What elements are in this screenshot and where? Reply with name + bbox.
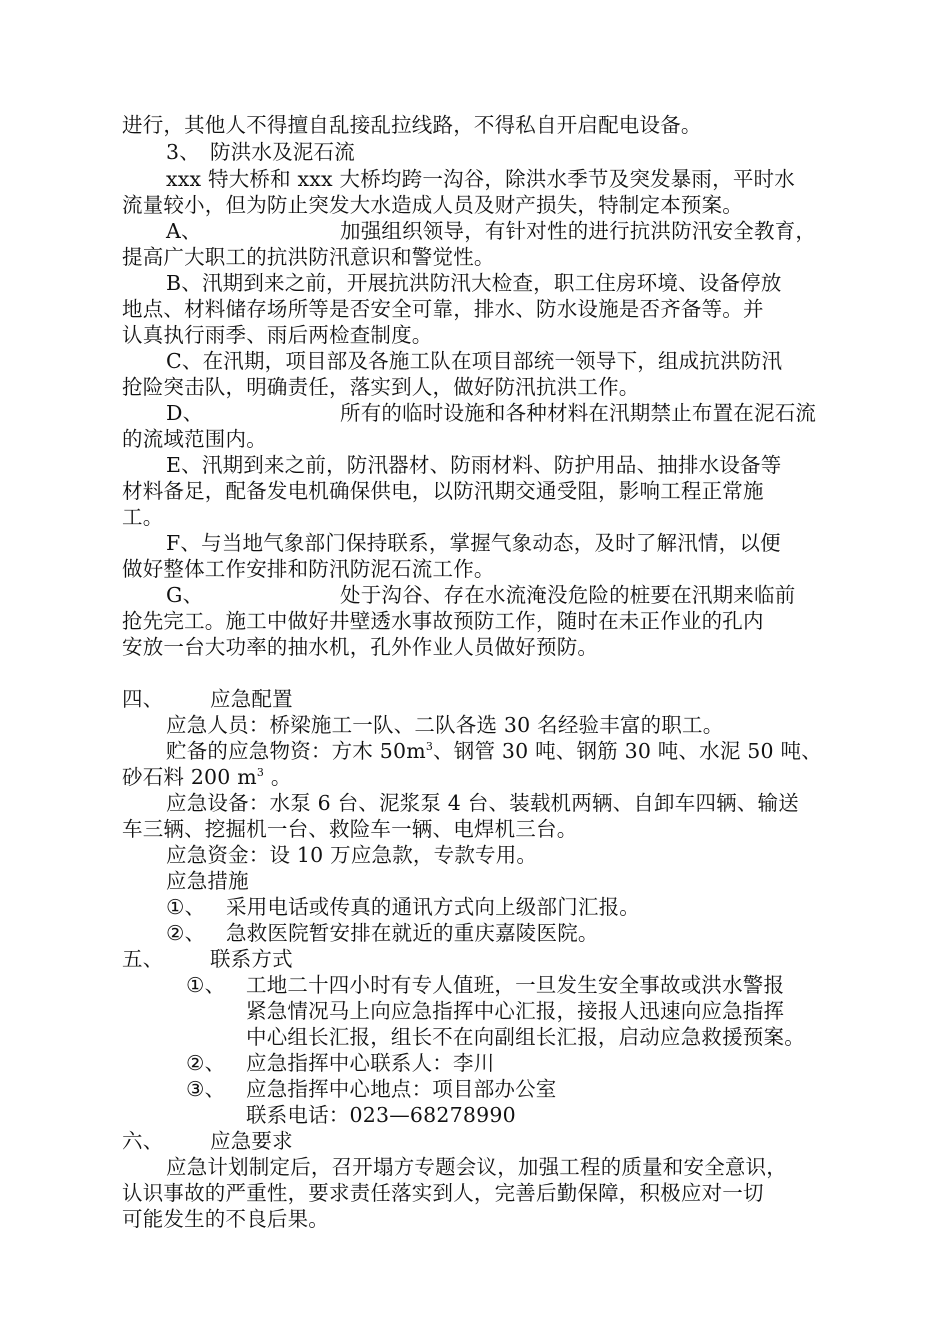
text-segment: 应急要求 (210, 1129, 293, 1153)
text-segment: 处于沟谷、存在水流淹没危险的桩要在汛期来临前 (340, 583, 796, 607)
text-segment: 安放一台大功率的抽水机，孔外作业人员做好预防。 (122, 635, 599, 659)
text-line (210, 139, 355, 165)
text-line (166, 452, 781, 478)
text-segment: 采用电话或传真的通讯方式向上级部门汇报。 (226, 895, 640, 919)
text-line (246, 1102, 516, 1128)
text-line (226, 920, 599, 946)
text-line (166, 1154, 787, 1180)
text-line (122, 244, 495, 270)
text-line (122, 426, 267, 452)
text-segment: 3、 (166, 140, 200, 164)
text-line (166, 139, 200, 165)
text-line (210, 1128, 293, 1154)
text-line (122, 608, 764, 634)
text-segment: ①、 (186, 973, 226, 997)
text-line (166, 712, 723, 738)
text-segment: 、钢管 30 吨、钢筋 30 吨、水泥 50 吨、 (433, 739, 822, 763)
text-line (122, 1206, 329, 1232)
text-segment: 认识事故的严重性，要求责任落实到人，完善后勤保障，积极应对一切 (122, 1181, 764, 1205)
text-segment: C、在汛期，项目部及各施工队在项目部统一领导下，组成抗洪防汛 (166, 349, 783, 373)
text-line (166, 270, 782, 296)
text-segment: 六、 (122, 1129, 164, 1153)
text-segment: 提高广大职工的抗洪防汛意识和警觉性。 (122, 245, 495, 269)
text-line (122, 112, 702, 138)
text-segment: 五、 (122, 947, 164, 971)
text-segment: 联系方式 (210, 947, 293, 971)
text-segment: 流量较小，但为防止突发大水造成人员及财产损失，特制定本预案。 (122, 193, 743, 217)
text-line (246, 998, 784, 1024)
text-segment: 所有的临时设施和各种材料在汛期禁止布置在泥石流 (340, 401, 817, 425)
text-line (210, 946, 293, 972)
text-line (186, 1076, 225, 1102)
text-line (166, 582, 203, 608)
text-line (166, 894, 205, 920)
text-segment: 应急计划制定后，召开塌方专题会议，加强工程的质量和安全意识， (166, 1155, 787, 1179)
text-line (122, 1180, 764, 1206)
text-segment: 砂石料 200 m (122, 765, 257, 789)
text-line (246, 1076, 557, 1102)
text-line (166, 790, 799, 816)
text-segment: ③、 (186, 1077, 226, 1101)
text-segment: 地点、材料储存场所等是否安全可靠，排水、防水设施是否齐备等。并 (122, 297, 764, 321)
text-segment: D、 (166, 401, 204, 425)
text-segment: 应急设备：水泵 6 台、泥浆泵 4 台、装载机两辆、自卸车四辆、输送 (166, 791, 799, 815)
text-line (122, 556, 495, 582)
text-line (186, 972, 225, 998)
text-segment: 防洪水及泥石流 (210, 140, 355, 164)
text-segment: 应急配置 (210, 687, 293, 711)
text-segment: 做好整体工作安排和防汛防泥石流工作。 (122, 557, 495, 581)
text-line (122, 1128, 163, 1154)
text-line (166, 738, 822, 764)
text-segment: 中心组长汇报，组长不在向副组长汇报，启动应急救援预案。 (246, 1025, 805, 1049)
text-segment: 进行，其他人不得擅自乱接乱拉线路，不得私自开启配电设备。 (122, 113, 702, 137)
text-line (166, 530, 781, 556)
text-segment: F、与当地气象部门保持联系，掌握气象动态，及时了解汛情，以便 (166, 531, 781, 555)
text-line (246, 972, 784, 998)
text-line (122, 504, 163, 530)
text-line (340, 218, 816, 244)
text-segment: 应急指挥中心联系人：李川 (246, 1051, 495, 1075)
text-line (166, 920, 205, 946)
text-segment: G、 (166, 583, 204, 607)
text-line (122, 686, 163, 712)
text-segment: 车三辆、挖掘机一台、救险车一辆、电焊机三台。 (122, 817, 578, 841)
text-line (122, 634, 598, 660)
text-line (166, 868, 249, 894)
superscript: 3 (425, 740, 434, 753)
text-line (122, 296, 764, 322)
text-line (166, 166, 795, 192)
text-line (340, 400, 816, 426)
text-segment: 的流域范围内。 (122, 427, 267, 451)
text-segment: 工。 (122, 505, 164, 529)
text-segment: ②、 (166, 921, 206, 945)
text-segment: 认真执行雨季、雨后两检查制度。 (122, 323, 433, 347)
text-line (122, 192, 743, 218)
text-line (166, 400, 203, 426)
text-segment: 材料备足，配备发电机确保供电，以防汛期交通受阻，影响工程正常施 (122, 479, 764, 503)
text-segment: 应急人员：桥梁施工一队、二队各选 30 名经验丰富的职工。 (166, 713, 724, 737)
text-segment: 工地二十四小时有专人值班，一旦发生安全事故或洪水警报 (246, 973, 785, 997)
text-segment: 贮备的应急物资：方木 50m (166, 739, 426, 763)
text-segment: 紧急情况马上向应急指挥中心汇报，接报人迅速向应急指挥 (246, 999, 785, 1023)
text-line (246, 1050, 494, 1076)
text-segment: 抢先完工。施工中做好井壁透水事故预防工作，随时在未正作业的孔内 (122, 609, 764, 633)
text-line (166, 842, 537, 868)
text-segment: 抢险突击队，明确责任，落实到人，做好防汛抗洪工作。 (122, 375, 640, 399)
text-segment: xxx 特大桥和 xxx 大桥均跨一沟谷，除洪水季节及突发暴雨，平时水 (166, 167, 795, 191)
text-line (166, 348, 782, 374)
text-line (210, 686, 293, 712)
text-line (246, 1024, 805, 1050)
text-segment: B、汛期到来之前，开展抗洪防汛大检查，职工住房环境、设备停放 (166, 271, 782, 295)
text-segment: 联系电话：023—68278990 (246, 1103, 516, 1127)
text-segment: E、汛期到来之前，防汛器材、防雨材料、防护用品、抽排水设备等 (166, 453, 782, 477)
text-line (122, 322, 433, 348)
text-line (186, 1050, 225, 1076)
text-segment: 可能发生的不良后果。 (122, 1207, 329, 1231)
text-line (122, 374, 640, 400)
text-segment: 加强组织领导，有针对性的进行抗洪防汛安全教育， (340, 219, 817, 243)
text-line (226, 894, 640, 920)
text-segment: 应急措施 (166, 869, 249, 893)
text-segment: 。 (264, 765, 292, 789)
text-line (340, 582, 795, 608)
superscript: 3 (256, 766, 265, 779)
text-segment: 应急资金：设 10 万应急款，专款专用。 (166, 843, 538, 867)
text-line (122, 478, 764, 504)
text-segment: 急救医院暂安排在就近的重庆嘉陵医院。 (226, 921, 599, 945)
text-segment: 应急指挥中心地点：项目部办公室 (246, 1077, 557, 1101)
text-line (122, 816, 577, 842)
text-line (122, 946, 163, 972)
text-line (122, 764, 292, 790)
text-segment: ①、 (166, 895, 206, 919)
text-segment: 四、 (122, 687, 164, 711)
text-segment: A、 (166, 219, 202, 243)
text-line (166, 218, 202, 244)
text-segment: ②、 (186, 1051, 226, 1075)
